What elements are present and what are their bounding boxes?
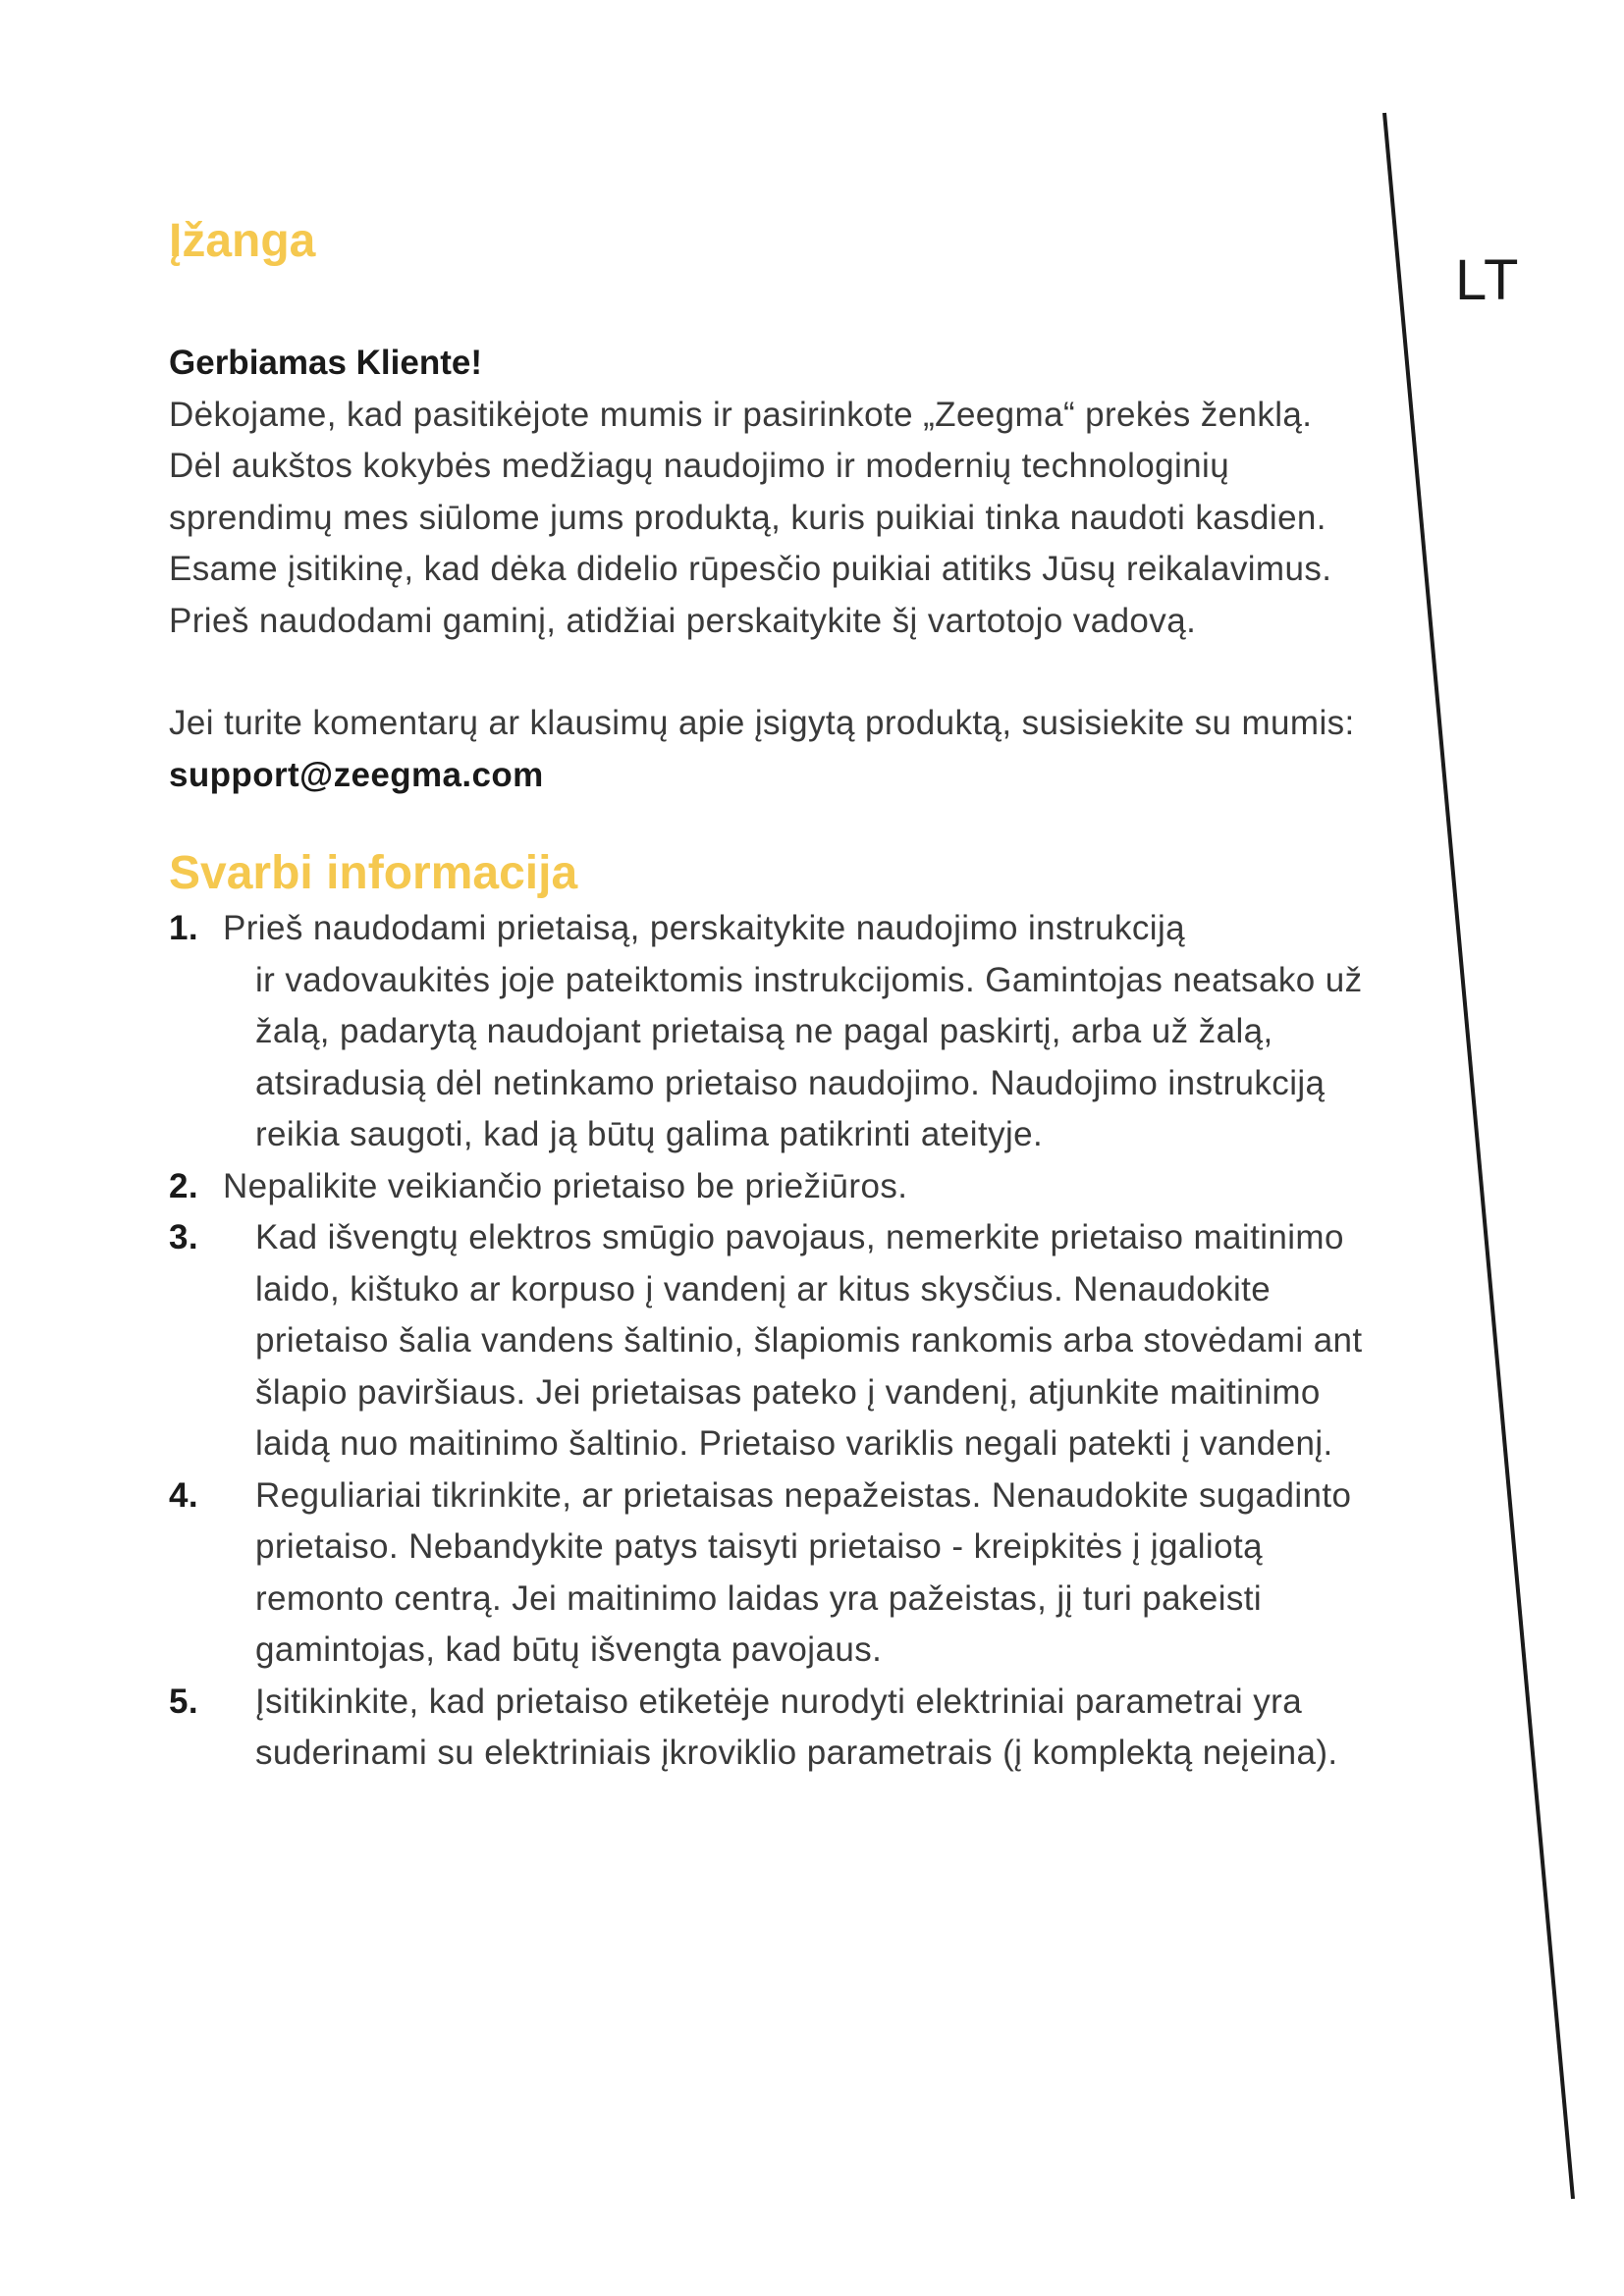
list-item-number: 4. [169,1475,198,1515]
intro-paragraph-2: Dėl aukštos kokybės medžiagų naudojimo ir modernių technologinių sprendimų mes siūlome jums produktą, kuris puikiai tinka naudoti kasdien. [169,447,1326,537]
list-item [169,1470,1386,1677]
contact-email-link[interactable]: support@zeegma.com [169,755,544,794]
intro-heading: Įžanga [169,215,316,267]
list-item [169,1677,1386,1780]
list-item-number: 5. [169,1682,198,1721]
list-item-number: 3. [169,1218,198,1256]
contact-text: Jei turite komentarų ar klausimų apie įsigytą produktą, susisiekite su mumis: [169,704,1355,742]
page-content [169,212,1386,1780]
list-item [169,903,1386,1161]
list-item-number: 1. [169,909,198,947]
intro-paragraph-4: Prieš naudodami gaminį, atidžiai perskaitykite šį vartotojo vadovą. [169,601,1197,640]
language-code: LT [1455,248,1520,312]
greeting: Gerbiamas Kliente! [169,344,482,382]
list-item-text: Reguliariai tikrinkite, ar prietaisas nepažeistas. Nenaudokite sugadinto prietaiso. Nebandykite patys taisyti prietaiso - kreipkitės į įgaliotą remonto centrą. Jei maitinimo laidas yra pažeistas, jį turi pakeisti gamintojas, kad būtų išvengta pavojaus. [255,1475,1352,1669]
list-item-text: Kad išvengtų elektros smūgio pavojaus, nemerkite prietaiso maitinimo laido, kištuko ar korpuso į vandenį ar kitus skysčius. Nenaudokite prietaiso šalia vandens šaltinio, šlapiomis rankomis arba stovėdami ant šlapio paviršiaus. Jei prietaisas pateko į vandenį, atjunkite maitinimo laidą nuo maitinimo šaltinio. Prietaiso variklis negali patekti į vandenį. [255,1218,1363,1463]
list-item-number: 2. [169,1166,198,1205]
list-item [169,1161,1386,1213]
list-item [169,1212,1386,1470]
intro-paragraph-3: Esame įsitikinę, kad dėka didelio rūpesčio puikiai atitiks Jūsų reikalavimus. [169,550,1332,588]
list-item-first-line: Prieš naudodami prietaisą, perskaitykite naudojimo instrukciją [223,909,1185,947]
contact-paragraph [169,698,1386,801]
important-info-list [169,903,1386,1780]
intro-paragraph-1: Dėkojame, kad pasitikėjote mumis ir pasirinkote „Zeegma“ prekės ženklą. [169,395,1313,434]
list-item-first-line: Nepalikite veikiančio prietaiso be priežiūros. [223,1166,908,1205]
list-item-text: Įsitikinkite, kad prietaiso etiketėje nurodyti elektriniai parametrai yra suderinami su elektriniais įkroviklio parametrais (į komplektą neįeina). [255,1682,1338,1772]
important-info-heading: Svarbi informacija [169,847,578,899]
list-item-text: ir vadovaukitės joje pateiktomis instrukcijomis. Gamintojas neatsako už žalą, padarytą naudojant prietaisą ne pagal paskirtį, arba už žalą, atsiradusią dėl netinkamo prietaiso naudojimo. Naudojimo instrukciją reikia saugoti, kad ją būtų galima patikrinti ateityje. [255,960,1363,1153]
